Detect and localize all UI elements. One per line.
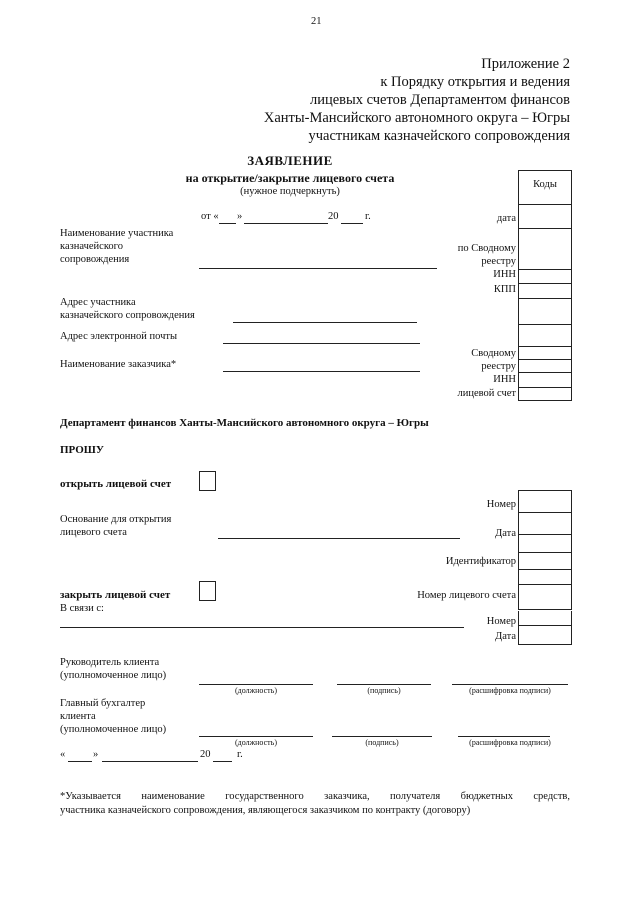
sign-date-open: «: [60, 749, 66, 760]
close-account-number-label: Номер лицевого счета: [417, 590, 516, 601]
footnote-line-2: участника казначейского сопровождения, являющегося заказчиком по контракту (договору): [60, 805, 471, 816]
date-from-label: от «: [201, 211, 219, 222]
code-label-registry-1b: реестру: [481, 256, 516, 267]
basis-field[interactable]: [218, 538, 460, 539]
close-number-label: Номер: [486, 616, 516, 627]
customer-label: Наименование заказчика*: [60, 359, 177, 370]
close-date-label: Дата: [495, 631, 516, 642]
email-field[interactable]: [223, 343, 420, 344]
basis-label-2: лицевого счета: [60, 527, 127, 538]
form-subtitle: на открытие/закрытие лицевого счета: [185, 171, 395, 185]
open-date-label: Дата: [495, 528, 516, 539]
open-account-label: открыть лицевой счет: [60, 478, 172, 490]
sign-date-month-field[interactable]: [102, 761, 198, 762]
address-label-1: Адрес участника: [60, 297, 136, 308]
accountant-decoding-field[interactable]: [458, 736, 550, 737]
basis-label-1: Основание для открытия: [60, 514, 172, 525]
head-position-field[interactable]: [199, 684, 313, 685]
close-account-grid: [518, 611, 572, 645]
form-hint: (нужное подчеркнуть): [240, 186, 340, 197]
sign-date-year-field[interactable]: [213, 761, 232, 762]
accountant-label-3: (уполномоченное лицо): [60, 724, 167, 735]
head-decoding-caption: (расшифровка подписи): [469, 686, 551, 695]
reason-label: В связи с:: [60, 603, 104, 614]
date-year-suffix: г.: [365, 211, 371, 222]
code-label-kpp: КПП: [493, 284, 516, 295]
head-label-2: (уполномоченное лицо): [60, 670, 167, 681]
page-number: 21: [311, 16, 322, 27]
accountant-position-field[interactable]: [199, 736, 313, 737]
codes-table: [518, 170, 572, 401]
sign-date-year-prefix: 20: [200, 749, 211, 760]
customer-field[interactable]: [223, 371, 420, 372]
accountant-label-1: Главный бухгалтер: [60, 698, 146, 709]
identifier-label: Идентификатор: [445, 556, 516, 567]
codes-header: Коды: [533, 179, 557, 190]
code-label-registry-2b: реестру: [481, 361, 516, 372]
accountant-label-2: клиента: [60, 711, 96, 722]
open-account-grid: [518, 490, 572, 610]
email-label: Адрес электронной почты: [60, 331, 178, 342]
date-month-field[interactable]: [244, 223, 328, 224]
open-account-checkbox[interactable]: [199, 471, 216, 491]
code-label-date: дата: [496, 213, 516, 224]
code-label-inn-1: ИНН: [493, 269, 516, 280]
appendix-line-3: лицевых счетов Департаментом финансов: [309, 92, 570, 108]
accountant-signature-field[interactable]: [332, 736, 432, 737]
address-label-2: казначейского сопровождения: [60, 310, 195, 321]
address-field[interactable]: [233, 322, 417, 323]
appendix-title: Приложение 2: [481, 56, 570, 72]
sign-date-close: »: [93, 749, 99, 760]
participant-name-field[interactable]: [199, 268, 437, 269]
head-signature-field[interactable]: [337, 684, 431, 685]
code-label-account: лицевой счет: [457, 388, 516, 399]
code-label-inn-2: ИНН: [493, 374, 516, 385]
accountant-signature-caption: (подпись): [365, 738, 399, 747]
accountant-decoding-caption: (расшифровка подписи): [469, 738, 551, 747]
close-account-label: закрыть лицевой счет: [60, 589, 171, 601]
sign-date-year-suffix: г.: [237, 749, 243, 760]
reason-field[interactable]: [60, 627, 464, 628]
date-year-field[interactable]: [341, 223, 363, 224]
code-label-registry-1: по Сводному: [457, 243, 516, 254]
participant-label-3: сопровождения: [60, 254, 130, 265]
department-name: Департамент финансов Ханты-Мансийского автономного округа – Югры: [60, 417, 429, 429]
head-position-caption: (должность): [235, 686, 277, 695]
head-label-1: Руководитель клиента: [60, 657, 160, 668]
sign-date-day-field[interactable]: [68, 761, 92, 762]
appendix-line-2: к Порядку открытия и ведения: [380, 74, 570, 90]
date-quote-close: »: [237, 211, 243, 222]
accountant-position-caption: (должность): [235, 738, 277, 747]
head-decoding-field[interactable]: [452, 684, 568, 685]
open-number-label: Номер: [486, 499, 516, 510]
participant-label-2: казначейского: [60, 241, 123, 252]
participant-label-1: Наименование участника: [60, 228, 174, 239]
footnote-line-1: *Указывается наименование государственного заказчика, получателя бюджетных средств,: [60, 791, 570, 802]
close-account-checkbox[interactable]: [199, 581, 216, 601]
appendix-line-4: Ханты-Мансийского автономного округа – Югры: [263, 110, 570, 126]
form-title: ЗАЯВЛЕНИЕ: [247, 153, 333, 168]
request-label: ПРОШУ: [60, 444, 104, 456]
appendix-line-5: участникам казначейского сопровождения: [308, 128, 570, 144]
head-signature-caption: (подпись): [367, 686, 401, 695]
code-label-registry-2: Сводному: [471, 348, 516, 359]
date-year-prefix: 20: [328, 211, 339, 222]
date-day-field[interactable]: [219, 223, 236, 224]
